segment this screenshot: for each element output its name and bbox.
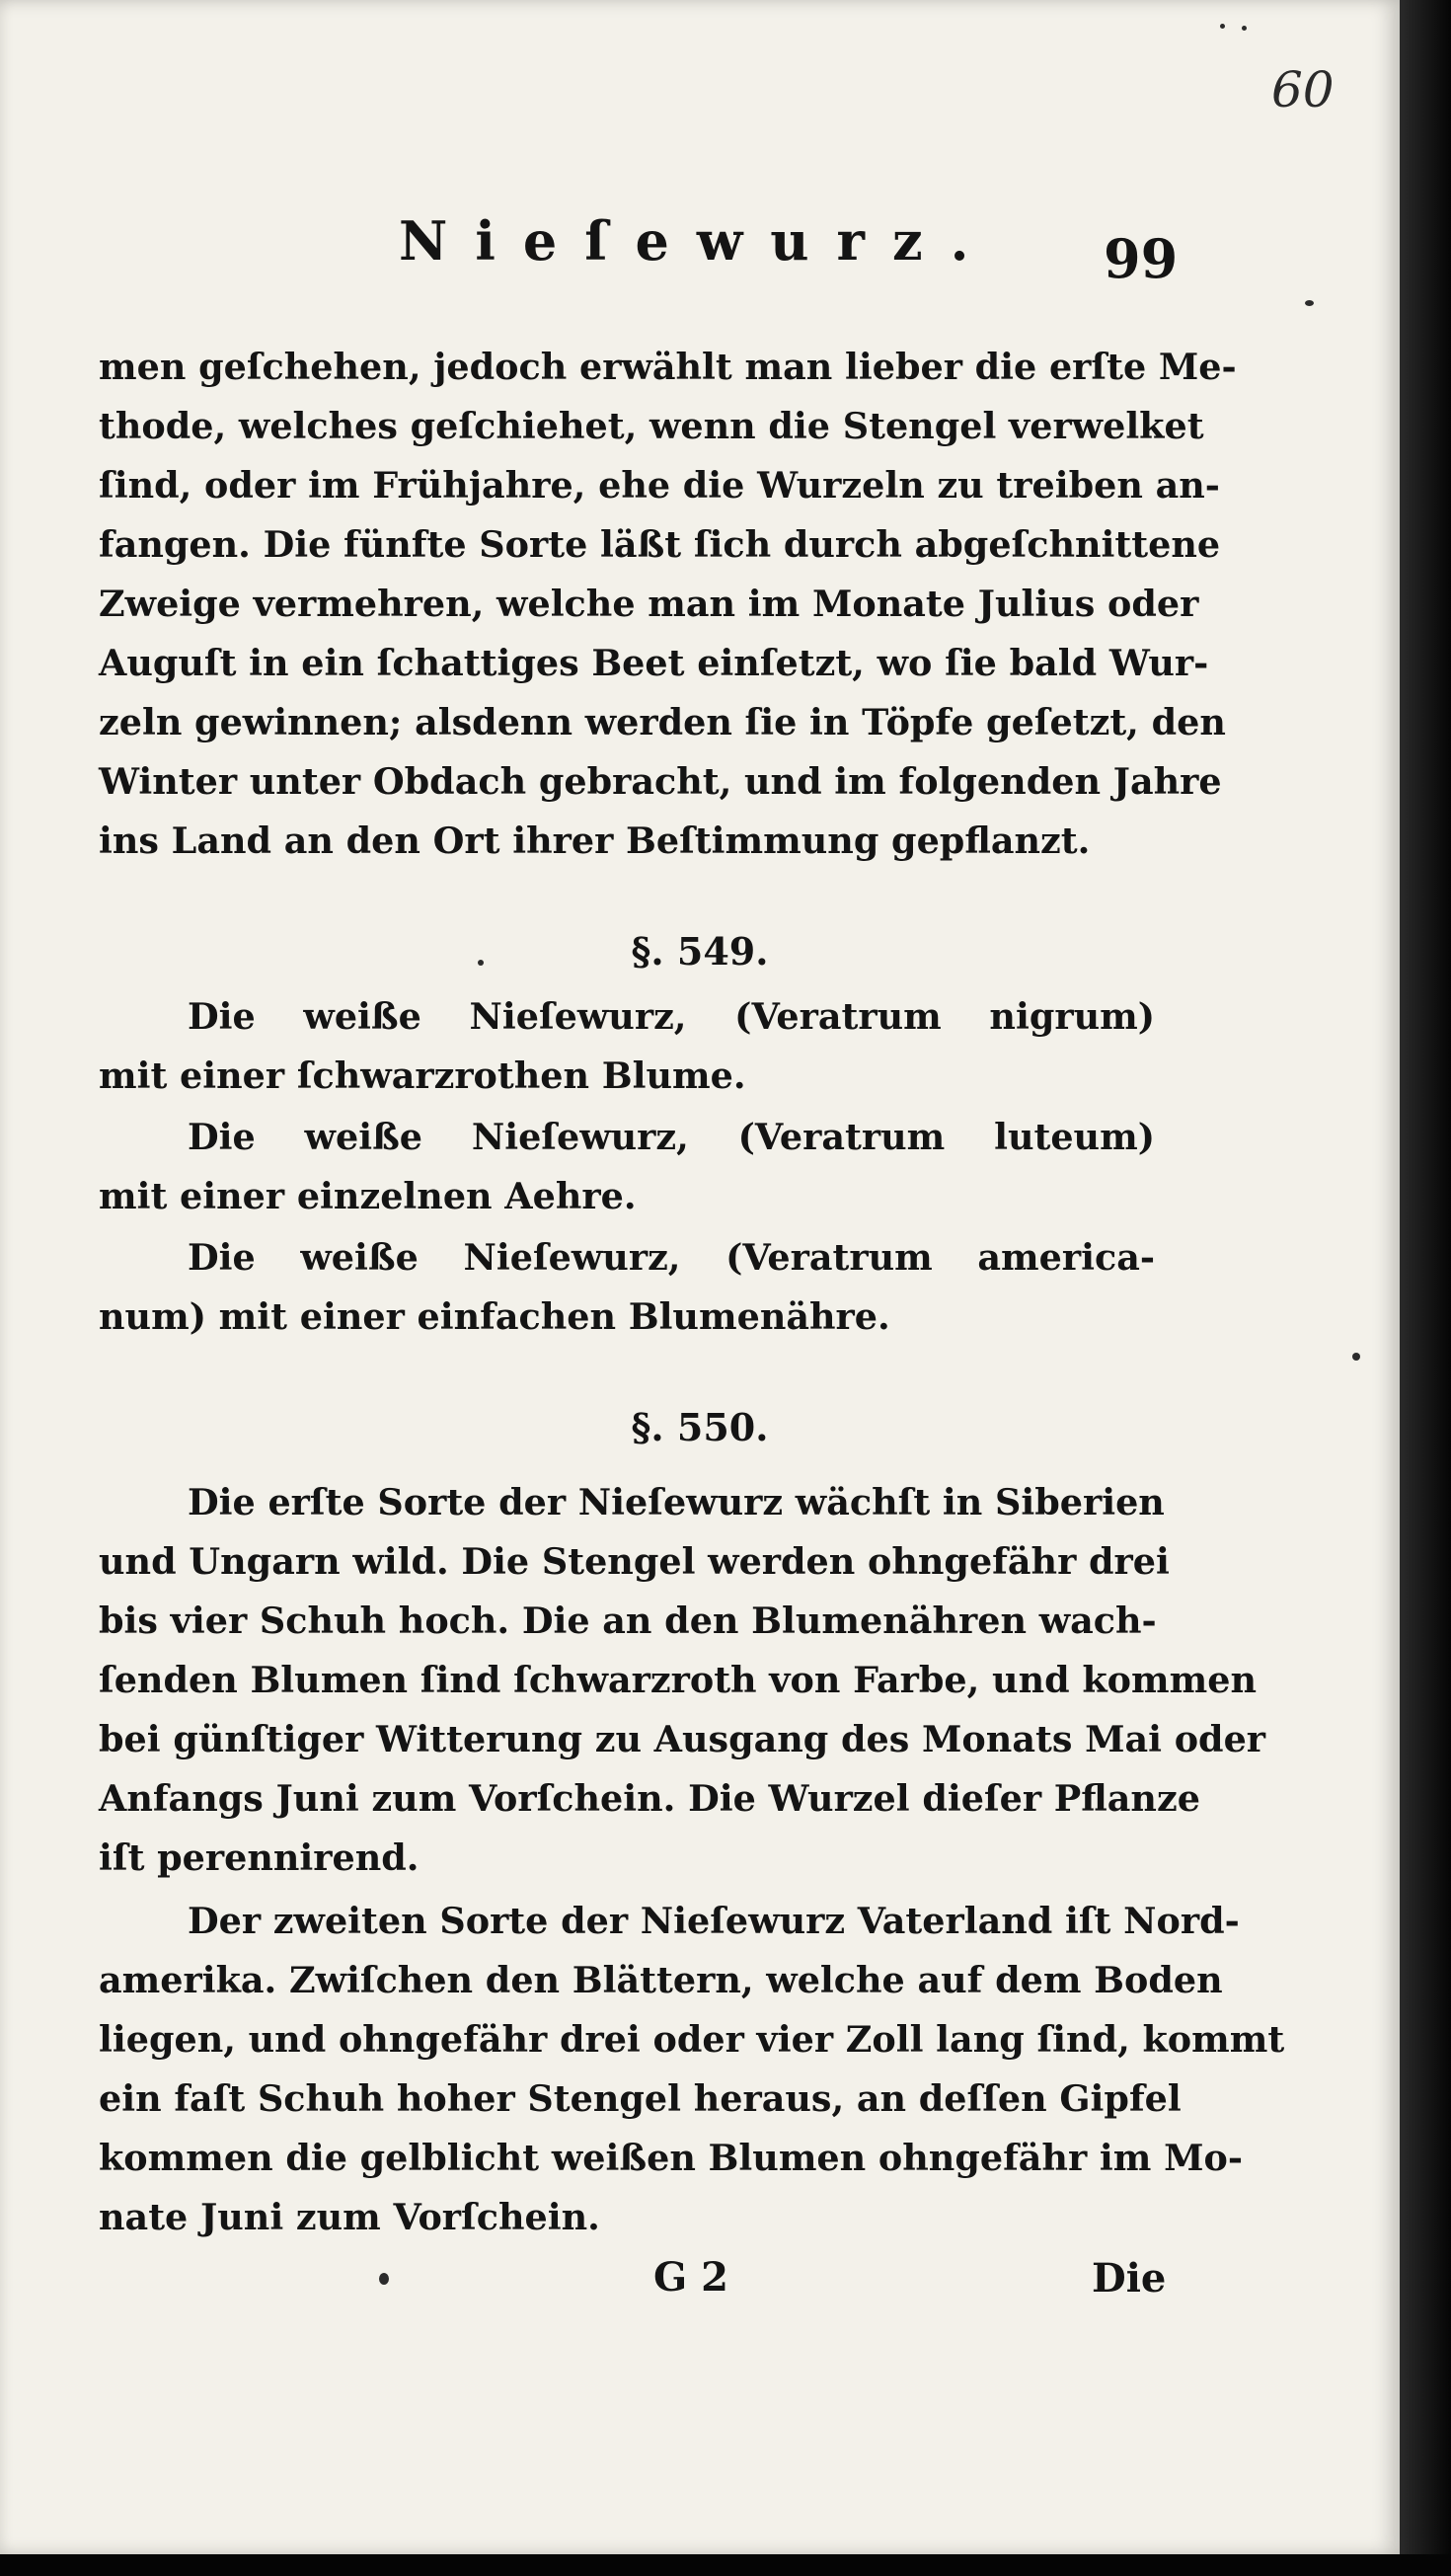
text-line: nate Juni zum Vorſchein. xyxy=(99,2196,600,2238)
scan-speck xyxy=(1242,26,1247,31)
species-line: Die weiße Nieſewurz, (Veratrum luteum) xyxy=(188,1116,1155,1158)
text-line: kommen die gelblicht weißen Blumen ohngefähr im Mo- xyxy=(99,2137,1243,2179)
text-line: Der zweiten Sorte der Nieſewurz Vaterland iſt Nord- xyxy=(188,1900,1240,1942)
text-line: Auguſt in ein ſchattiges Beet einſetzt, wo ſie bald Wur- xyxy=(99,642,1209,684)
scan-speck xyxy=(1305,300,1314,306)
text-line: Winter unter Obdach gebracht, und im folgenden Jahre xyxy=(99,760,1222,803)
species-line: num) mit einer einfachen Blumenähre. xyxy=(99,1295,890,1338)
scan-speck xyxy=(379,2273,389,2285)
text-line: und Ungarn wild. Die Stengel werden ohngefähr drei xyxy=(99,1540,1170,1583)
page-number: 99 xyxy=(1104,227,1179,290)
text-line: ein faſt Schuh hoher Stengel heraus, an deſſen Gipfel xyxy=(99,2077,1182,2120)
scan-dark-edge-right xyxy=(1400,0,1451,2576)
text-line: men geſchehen, jedoch erwählt man lieber die erſte Me- xyxy=(99,346,1237,388)
text-line: thode, welches geſchiehet, wenn die Stengel verwelket xyxy=(99,405,1204,447)
running-head: Nieſewurz. xyxy=(399,209,997,273)
species-line: Die weiße Nieſewurz, (Veratrum nigrum) xyxy=(188,995,1155,1038)
handwritten-folio-number: 60 xyxy=(1271,61,1335,118)
scan-speck xyxy=(1352,1353,1360,1361)
text-line: Anfangs Juni zum Vorſchein. Die Wurzel dieſer Pflanze xyxy=(99,1777,1200,1820)
text-line: liegen, und ohngefähr drei oder vier Zoll lang ſind, kommt xyxy=(99,2018,1285,2061)
text-line: amerika. Zwiſchen den Blättern, welche auf dem Boden xyxy=(99,1959,1223,2001)
scan-speck xyxy=(1220,24,1225,29)
species-line: Die weiße Nieſewurz, (Veratrum america- xyxy=(188,1236,1155,1279)
catchword: Die xyxy=(1092,2255,1167,2302)
section-heading-550: §. 550. xyxy=(631,1405,769,1449)
species-line: mit einer einzelnen Aehre. xyxy=(99,1175,637,1217)
signature-mark: G 2 xyxy=(653,2254,728,2301)
scan-dark-edge-bottom xyxy=(0,2554,1451,2576)
text-line: fangen. Die fünfte Sorte läßt ſich durch abgeſchnittene xyxy=(99,523,1221,566)
text-line: Die erſte Sorte der Nieſewurz wächſt in Siberien xyxy=(188,1481,1165,1523)
text-line: zeln gewinnen; alsdenn werden ſie in Töpfe geſetzt, den xyxy=(99,701,1226,743)
text-line: bei günſtiger Witterung zu Ausgang des Monats Mai oder xyxy=(99,1718,1266,1760)
text-line: iſt perennirend. xyxy=(99,1836,420,1879)
text-line: ſenden Blumen ſind ſchwarzroth von Farbe, und kommen xyxy=(99,1659,1257,1701)
scan-speck xyxy=(478,960,484,966)
text-line: bis vier Schuh hoch. Die an den Blumenähren wach- xyxy=(99,1600,1157,1642)
text-line: Zweige vermehren, welche man im Monate Julius oder xyxy=(99,583,1199,625)
section-heading-549: §. 549. xyxy=(631,929,769,974)
species-line: mit einer ſchwarzrothen Blume. xyxy=(99,1054,746,1097)
text-line: ſind, oder im Frühjahre, ehe die Wurzeln zu treiben an- xyxy=(99,464,1220,507)
text-line: ins Land an den Ort ihrer Beſtimmung gepflanzt. xyxy=(99,820,1091,862)
